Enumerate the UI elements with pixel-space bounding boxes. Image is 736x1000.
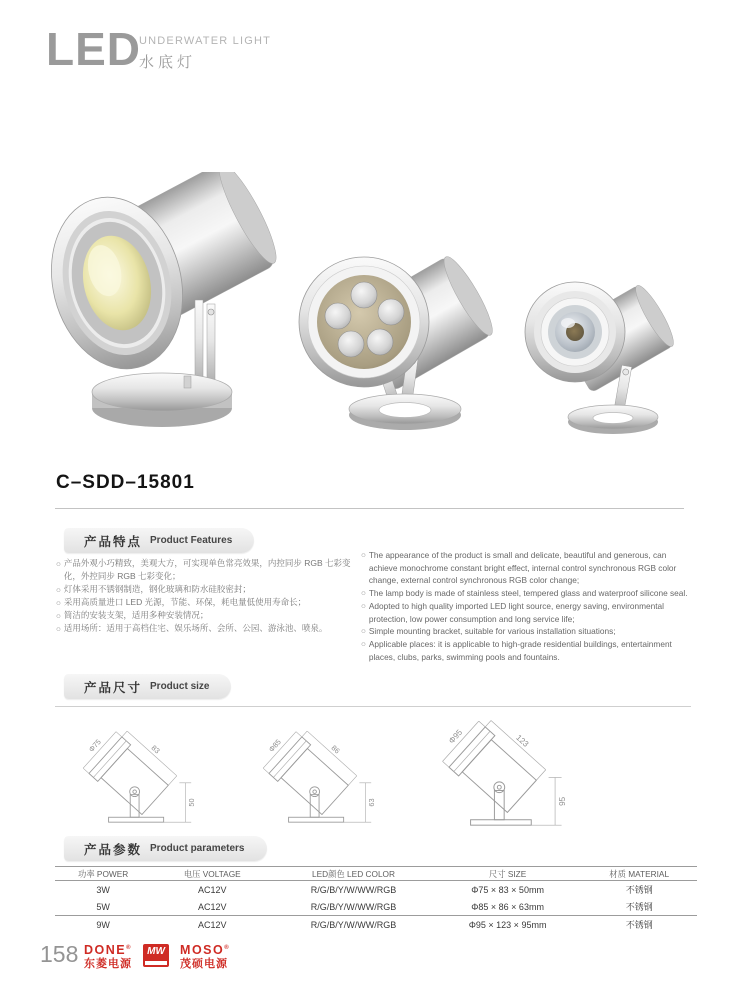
feature-item: [56, 609, 358, 622]
feature-item: [56, 557, 358, 583]
cell-size: Φ75 × 83 × 50mm: [471, 884, 544, 895]
cell-material: 不锈钢: [625, 885, 653, 895]
bullet-icon: ○: [56, 559, 61, 569]
feature-text: 采用高质量进口 LED 光源，节能、环保，耗电量低使用寿命长；: [63, 597, 307, 607]
cell-voltage: AC12V: [198, 884, 227, 895]
bullet-icon: ○: [361, 550, 366, 560]
feature-item: [361, 600, 697, 625]
mw-logo-mark: MW: [147, 946, 165, 957]
section-title-en: Product Features: [150, 535, 233, 546]
lamp-medium-illustration: [293, 243, 493, 443]
cell-power: 9W: [96, 919, 110, 930]
section-title-cn: 产品参数: [84, 842, 143, 857]
bullet-icon: ○: [56, 598, 61, 608]
section-header-parameters: [64, 836, 267, 861]
dim-diameter-label: Φ85: [266, 737, 283, 754]
feature-item: [361, 638, 697, 663]
cell-material: 不锈钢: [625, 920, 653, 930]
moso-logo-sub: 茂硕电源: [180, 957, 229, 970]
product-photo-small: [513, 270, 693, 445]
mw-logo-strip: [145, 961, 167, 965]
cell-ledcolor: R/G/B/Y/W/WW/RGB: [310, 919, 397, 930]
dim-length-label: 123: [514, 732, 531, 749]
bullet-icon: ○: [361, 588, 366, 598]
moso-logo: [180, 944, 230, 970]
page-title: LED: [46, 23, 141, 75]
cell-voltage: AC12V: [198, 919, 227, 930]
dim-height-label: 95: [557, 796, 567, 806]
cell-material: 不锈钢: [625, 902, 653, 912]
section-header-size: [64, 674, 231, 699]
feature-text: Applicable places: it is applicable to high-grade residential buildings, entertainment places, clubs, parks, swimming pools and fountains.: [368, 638, 672, 662]
feature-text: The appearance of the product is small and delicate, beautiful and generous, can achieve monochrome constant bright effect, internal control synchronous RGB color change, external control synchronous RGB color change;: [368, 550, 677, 586]
feature-text: The lamp body is made of stainless steel, tempered glass and waterproof silicone seal.: [368, 588, 688, 599]
cell-power: 5W: [96, 901, 110, 912]
cell-power: 3W: [96, 884, 110, 895]
dimension-drawing-1: [58, 714, 228, 837]
bullet-icon: ○: [361, 601, 366, 611]
lamp-small-illustration: [513, 270, 693, 445]
col-header-material: 材质 MATERIAL: [609, 868, 670, 879]
led-lens: [325, 303, 351, 329]
dim-length-label: 86: [329, 743, 342, 756]
product-photo-medium: [293, 243, 493, 443]
lamp-large-illustration: [36, 172, 292, 462]
col-header-ledcolor: LED颜色 LED COLOR: [312, 868, 396, 879]
feature-text: Adopted to high quality imported LED light source, energy saving, environmental protection, low power consumption and long service life;: [368, 600, 665, 624]
col-header-size: 尺寸 SIZE: [488, 868, 527, 879]
led-lens: [367, 329, 393, 355]
dim-height-label: 50: [187, 798, 197, 807]
section-title-en: Product parameters: [150, 843, 245, 854]
section-title-cn: 产品尺寸: [84, 680, 143, 695]
feature-item: [56, 583, 358, 596]
feature-item: [361, 587, 697, 600]
cell-voltage: AC12V: [198, 901, 227, 912]
lamp-base: [92, 373, 232, 427]
dimension-drawing-3: [415, 706, 602, 841]
section-title-cn: 产品特点: [84, 534, 143, 549]
category-subtitle-cn: 水底灯: [139, 54, 197, 71]
done-logo-name: DONE: [84, 943, 127, 957]
feature-text: 产品外观小巧精致，美观大方，可实现单色常亮效果，内控同步 RGB 七彩变化，外控同步 RGB 七彩变化；: [63, 558, 351, 581]
led-lens: [378, 299, 404, 325]
dimension-drawing-2: [238, 714, 408, 837]
done-logo-sub: 东菱电源: [84, 957, 132, 970]
bullet-icon: ○: [56, 624, 61, 634]
divider: [55, 508, 684, 509]
feature-item: [361, 549, 697, 587]
page-number: 158: [40, 941, 79, 967]
cell-ledcolor: R/G/B/Y/W/WW/RGB: [310, 884, 397, 895]
table-row: [55, 916, 697, 933]
feature-item: [361, 625, 697, 638]
registered-mark-icon: ®: [224, 944, 231, 951]
cell-size: Φ85 × 86 × 63mm: [471, 901, 544, 912]
bullet-icon: ○: [361, 639, 366, 649]
category-subtitle: [139, 35, 271, 72]
product-photo-large: [36, 172, 292, 462]
feature-text: Simple mounting bracket, suitable for various installation situations;: [368, 626, 616, 637]
section-title-en: Product size: [150, 681, 210, 692]
feature-text: 简洁的安装支架，适用多种安装情况；: [63, 610, 209, 620]
table-header-row: [55, 866, 697, 881]
moso-logo-name: MOSO: [180, 943, 225, 957]
feature-list-cn: [56, 557, 358, 635]
mw-logo: [143, 944, 169, 967]
col-header-voltage: 电压 VOLTAGE: [183, 868, 241, 879]
table-row: [55, 881, 697, 898]
feature-text: 灯体采用不锈钢制造，钢化玻璃和防水硅胶密封；: [63, 584, 251, 594]
lamp-base: [568, 405, 658, 434]
cell-size: Φ95 × 123 × 95mm: [468, 919, 547, 930]
dim-diameter-label: Φ75: [86, 737, 103, 754]
lamp-face: [299, 257, 429, 387]
feature-text: 适用场所：适用于高档住宅、娱乐场所、会所、公园、游泳池、喷泉。: [63, 623, 328, 633]
feature-item: [56, 596, 358, 609]
model-number: C–SDD–15801: [56, 472, 195, 493]
bullet-icon: ○: [56, 585, 61, 595]
lamp-base: [349, 394, 461, 430]
done-logo: [84, 944, 132, 970]
footer-logos: [84, 944, 230, 970]
col-header-power: 功率 POWER: [78, 868, 129, 879]
led-lens: [351, 282, 377, 308]
bullet-icon: ○: [361, 626, 366, 636]
lamp-face: [525, 282, 625, 382]
section-header-features: [64, 528, 254, 553]
feature-list-en: [361, 549, 697, 663]
registered-mark-icon: ®: [126, 944, 133, 951]
parameters-table: [55, 866, 697, 933]
category-subtitle-en: UNDERWATER LIGHT: [139, 35, 272, 47]
feature-item: [56, 622, 358, 635]
dim-diameter-label: Φ95: [447, 727, 465, 746]
bullet-icon: ○: [56, 611, 61, 621]
led-lens: [338, 331, 364, 357]
dim-length-label: 83: [149, 743, 162, 756]
table-row: [55, 898, 697, 916]
cell-ledcolor: R/G/B/Y/W/WW/RGB: [310, 901, 397, 912]
dim-height-label: 63: [367, 798, 377, 807]
